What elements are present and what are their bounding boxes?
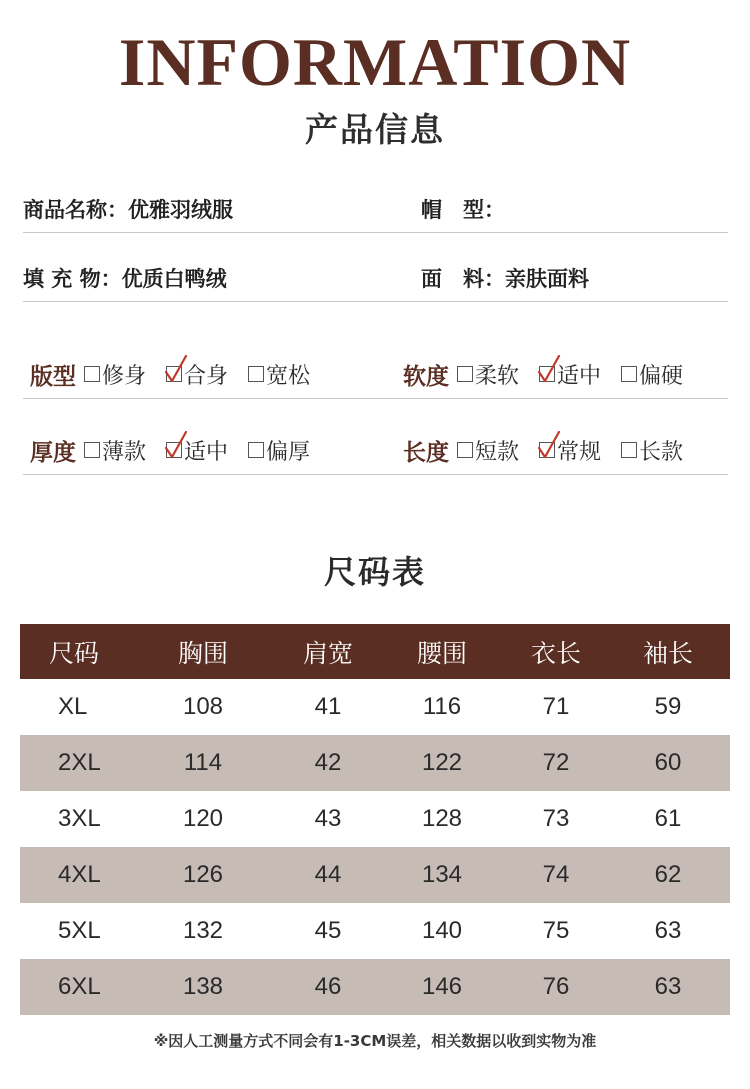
option-label: 薄款 [102, 439, 147, 465]
checkbox[interactable] [248, 366, 264, 382]
table-row [20, 847, 730, 903]
cell-waist: 116 [422, 693, 462, 720]
attribute-option[interactable] [248, 435, 310, 466]
cell-length: 71 [542, 693, 570, 720]
option-label: 修身 [102, 363, 147, 389]
cell-chest: 120 [182, 805, 224, 832]
page-title-en: INFORMATION [118, 24, 632, 100]
option-label: 宽松 [266, 363, 311, 389]
checked-checkbox[interactable] [539, 442, 555, 458]
cell-chest: 138 [182, 973, 224, 1000]
checkbox[interactable] [248, 442, 264, 458]
table-row [20, 791, 730, 847]
cell-sleeve: 60 [654, 749, 682, 776]
header-chest: 胸围 [177, 638, 228, 668]
option-label: 合身 [184, 363, 229, 389]
cell-length: 75 [542, 917, 570, 944]
checked-checkbox[interactable] [539, 366, 555, 382]
cell-length: 74 [542, 861, 570, 888]
cell-waist: 140 [421, 917, 463, 944]
attribute-option[interactable] [248, 359, 310, 390]
attribute-group [30, 350, 310, 398]
cell-shoulder: 44 [314, 861, 342, 888]
hood-type: 帽 型： [421, 198, 505, 222]
cell-length: 73 [542, 805, 570, 832]
product-name: 商品名称：优雅羽绒服 [23, 198, 233, 222]
cell-size: XL [58, 693, 88, 720]
footnote: ※因人工测量方式不同会有1-3CM误差，相关数据以收到实物为准 [153, 1032, 597, 1050]
cell-shoulder: 41 [314, 693, 342, 720]
size-table [20, 624, 730, 1015]
cell-shoulder: 43 [314, 805, 342, 832]
option-label: 常规 [557, 439, 602, 465]
check-mark-icon [164, 431, 188, 459]
checkbox[interactable] [84, 366, 100, 382]
attribute-row [23, 426, 728, 475]
attribute-option[interactable] [457, 435, 519, 466]
checkbox[interactable] [457, 366, 473, 382]
cell-shoulder: 45 [314, 917, 342, 944]
cell-sleeve: 63 [654, 917, 682, 944]
header-sleeve: 袖长 [642, 638, 693, 668]
attribute-group [403, 426, 683, 474]
checked-checkbox[interactable] [166, 366, 182, 382]
cell-sleeve: 61 [654, 805, 682, 832]
cell-size: 3XL [58, 805, 101, 832]
attribute-option[interactable] [84, 359, 146, 390]
header-size: 尺码 [48, 638, 99, 668]
table-row [20, 735, 730, 791]
attribute-option[interactable] [166, 435, 228, 466]
attribute-label: 厚度 [30, 439, 76, 466]
attribute-option[interactable] [166, 359, 228, 390]
option-label: 长款 [639, 439, 684, 465]
cell-sleeve: 63 [654, 973, 682, 1000]
table-row [20, 679, 730, 735]
attribute-row [23, 350, 728, 399]
option-label: 柔软 [475, 363, 520, 389]
cell-size: 5XL [58, 917, 101, 944]
cell-chest: 108 [182, 693, 224, 720]
cell-size: 2XL [58, 749, 101, 776]
cell-waist: 122 [421, 749, 463, 776]
info-row [23, 257, 728, 302]
checkbox[interactable] [621, 366, 637, 382]
page-title-cn: 产品信息 [305, 110, 445, 149]
option-label: 短款 [475, 439, 520, 465]
attribute-group [403, 350, 683, 398]
attribute-option[interactable] [621, 359, 683, 390]
fabric: 面 料：亲肤面料 [421, 267, 589, 291]
option-label: 适中 [184, 439, 229, 465]
attribute-option[interactable] [84, 435, 146, 466]
cell-waist: 128 [421, 805, 463, 832]
cell-sleeve: 62 [654, 861, 682, 888]
checked-checkbox[interactable] [166, 442, 182, 458]
cell-waist: 146 [421, 973, 463, 1000]
cell-chest: 132 [182, 917, 224, 944]
check-mark-icon [537, 431, 561, 459]
attribute-label: 软度 [403, 363, 449, 390]
attribute-label: 版型 [30, 363, 76, 390]
size-chart-title: 尺码表 [323, 553, 426, 591]
cell-waist: 134 [421, 861, 463, 888]
attribute-option[interactable] [621, 435, 683, 466]
info-row [23, 188, 728, 233]
cell-chest: 126 [182, 861, 224, 888]
checkbox[interactable] [457, 442, 473, 458]
cell-sleeve: 59 [654, 693, 682, 720]
check-mark-icon [537, 355, 561, 383]
header-length: 衣长 [530, 638, 581, 668]
attribute-label: 长度 [403, 439, 449, 466]
checkbox[interactable] [84, 442, 100, 458]
cell-chest: 114 [183, 749, 223, 776]
cell-size: 4XL [58, 861, 101, 888]
checkbox[interactable] [621, 442, 637, 458]
filling: 填 充 物：优质白鸭绒 [23, 267, 227, 291]
option-label: 偏硬 [639, 363, 684, 389]
attribute-option[interactable] [539, 359, 601, 390]
option-label: 适中 [557, 363, 602, 389]
size-table-header [20, 624, 730, 679]
header-waist: 腰围 [416, 638, 467, 668]
header-shoulder: 肩宽 [302, 638, 353, 668]
cell-shoulder: 42 [314, 749, 342, 776]
check-mark-icon [164, 355, 188, 383]
table-row [20, 959, 730, 1015]
attribute-group [30, 426, 310, 474]
attribute-option[interactable] [457, 359, 519, 390]
cell-size: 6XL [58, 973, 101, 1000]
cell-length: 76 [542, 973, 570, 1000]
attribute-option[interactable] [539, 435, 601, 466]
cell-length: 72 [542, 749, 570, 776]
option-label: 偏厚 [266, 439, 311, 465]
cell-shoulder: 46 [314, 973, 342, 1000]
table-row [20, 903, 730, 959]
